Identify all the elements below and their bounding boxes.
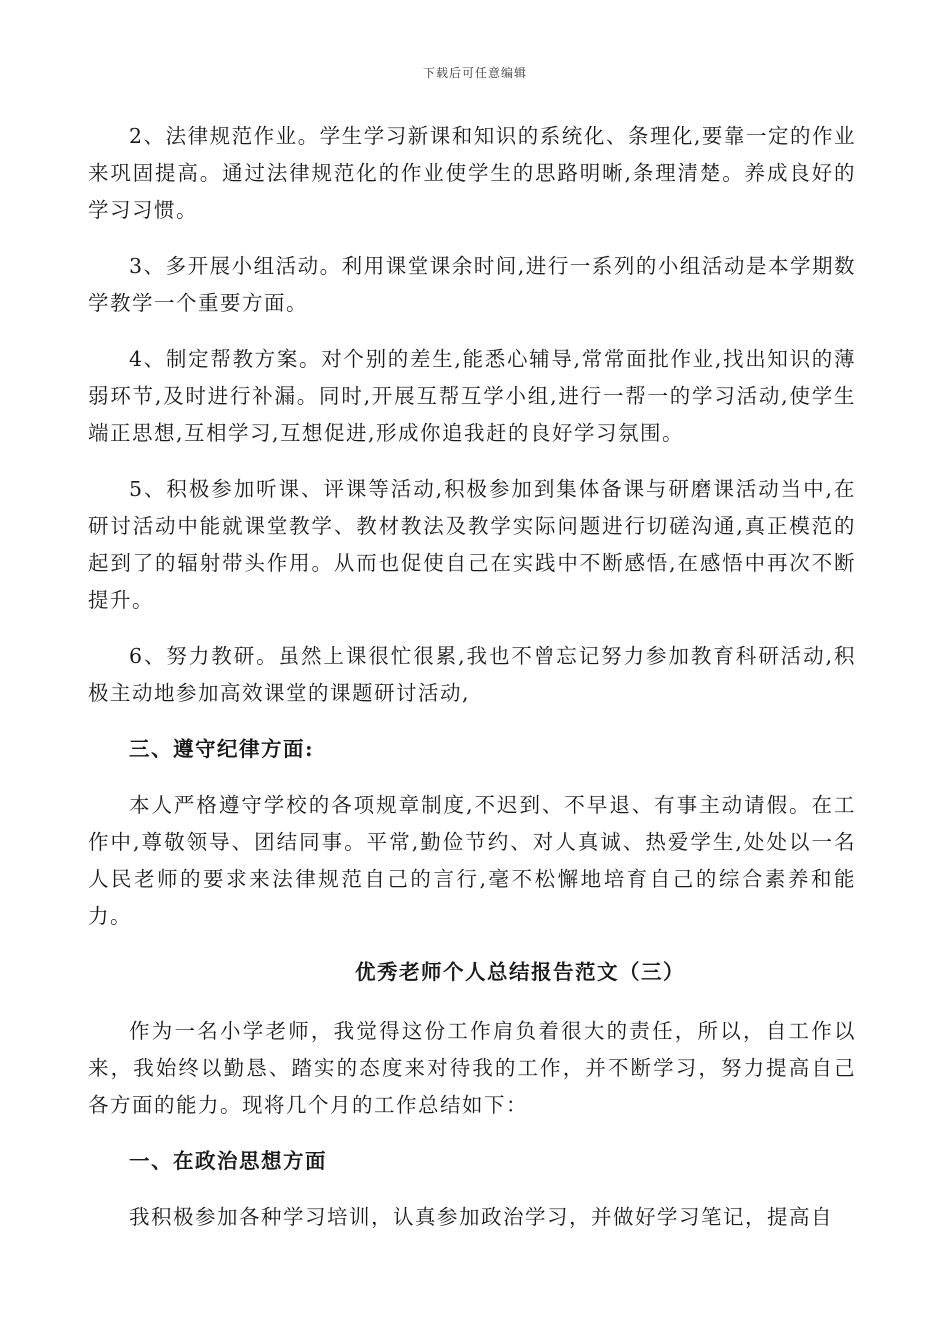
paragraph-discipline: 本人严格遵守学校的各项规章制度,不迟到、不早退、有事主动请假。在工作中,尊敬领导、团结同事。平常,勤俭节约、对人真诚、热爱学生,处处以一名人民老师的要求来法律规范自己的言行,毫不松懈地培育自己的综合素养和能力。 — [88, 793, 856, 928]
section-heading-political: 一、在政治思想方面 — [129, 1149, 327, 1173]
header-note: 下载后可任意编辑 — [422, 66, 527, 80]
paragraph-homework: 2、法律规范作业。学生学习新课和知识的系统化、条理化,要靠一定的作业来巩固提高。通过法律规范化的作业使学生的思路明晰,条理清楚。养成良好的学习习惯。 — [88, 124, 856, 222]
section-heading-discipline: 三、遵守纪律方面: — [129, 737, 315, 761]
paragraph-tutoring-plan: 4、制定帮教方案。对个别的差生,能悉心辅导,常常面批作业,找出知识的薄弱环节,及时进行补漏。同时,开展互帮互学小组,进行一帮一的学习活动,使学生端正思想,互相学习,互想促进,形成你追我赶的良好学习氛围。 — [88, 347, 856, 445]
paragraph-lesson-review: 5、积极参加听课、评课等活动,积极参加到集体备课与研磨课活动当中,在研讨活动中能就课堂教学、教材教法及教学实际问题进行切磋沟通,真正模范的起到了的辐射带头作用。从而也促使自己在实践中不断感悟,在感悟中再次不断提升。 — [88, 477, 856, 612]
paragraph-group-activities: 3、多开展小组活动。利用课堂课余时间,进行一系列的小组活动是本学期数学教学一个重要方面。 — [88, 254, 856, 315]
paragraph-introduction: 作为一名小学老师，我觉得这份工作肩负着很大的责任，所以，自工作以来，我始终以勤恳、踏实的态度来对待我的工作，并不断学习，努力提高自己各方面的能力。现将几个月的工作总结如下： — [88, 1019, 856, 1117]
article-title: 优秀老师个人总结报告范文（三） — [355, 960, 685, 984]
paragraph-teaching-research: 6、努力教研。虽然上课很忙很累,我也不曾忘记努力参加教育科研活动,积极主动地参加高效课堂的课题研讨活动, — [88, 644, 856, 705]
document-body — [88, 118, 856, 1255]
paragraph-political: 我积极参加各种学习培训，认真参加政治学习，并做好学习笔记，提高自 — [129, 1205, 833, 1229]
